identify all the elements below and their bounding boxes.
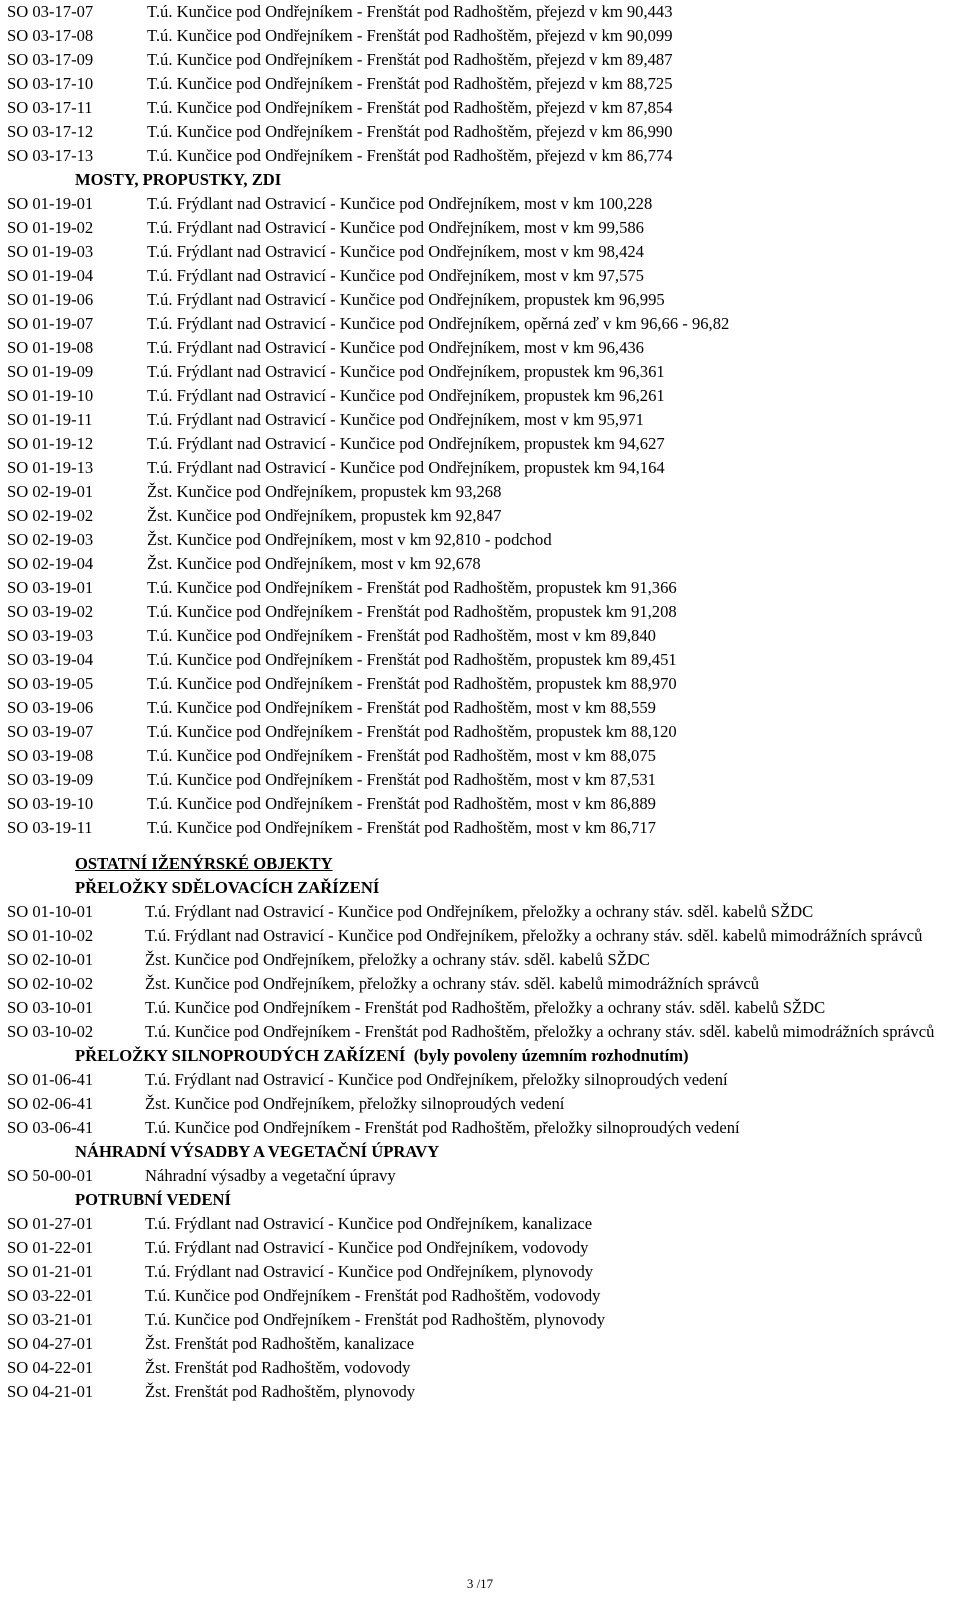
list-item	[7, 144, 957, 168]
crossings-list	[7, 0, 957, 168]
object-description: T.ú. Kunčice pod Ondřejníkem - Frenštát pod Radhoštěm, přejezd v km 90,099	[147, 26, 673, 45]
object-code: SO 03-10-01	[7, 998, 94, 1017]
object-code: SO 03-17-11	[7, 98, 93, 117]
power-heading: PŘELOŽKY SILNOPROUDÝCH ZAŘÍZENÍ	[75, 1046, 406, 1065]
object-code: SO 03-17-07	[7, 2, 94, 21]
planting-list	[7, 1164, 957, 1188]
list-item	[7, 0, 957, 24]
list-item	[7, 48, 957, 72]
object-code: SO 01-10-01	[7, 902, 94, 921]
object-description: T.ú. Frýdlant nad Ostravicí - Kunčice pod Ondřejníkem, přeložky a ochrany stáv. sděl. kabelů mimodrážních správců	[145, 926, 923, 945]
list-item	[7, 672, 957, 696]
object-code: SO 02-06-41	[7, 1094, 94, 1113]
object-code: SO 03-06-41	[7, 1118, 94, 1137]
object-description: Žst. Kunčice pod Ondřejníkem, propustek km 92,847	[147, 506, 502, 525]
object-code: SO 01-27-01	[7, 1214, 94, 1233]
object-description: Žst. Frenštát pod Radhoštěm, plynovody	[145, 1382, 416, 1401]
object-description: Žst. Kunčice pod Ondřejníkem, přeložky a ochrany stáv. sděl. kabelů SŽDC	[145, 950, 650, 969]
object-code: SO 50-00-01	[7, 1166, 94, 1185]
object-code: SO 03-19-08	[7, 746, 94, 765]
object-description: T.ú. Kunčice pod Ondřejníkem - Frenštát pod Radhoštěm, propustek km 89,451	[147, 650, 677, 669]
object-code: SO 02-19-03	[7, 530, 94, 549]
object-description: T.ú. Kunčice pod Ondřejníkem - Frenštát pod Radhoštěm, most v km 89,840	[147, 626, 656, 645]
power-heading-line	[7, 1044, 957, 1068]
object-code: SO 03-17-08	[7, 26, 94, 45]
list-item	[7, 1092, 957, 1116]
bridges-heading: MOSTY, PROPUSTKY, ZDI	[75, 170, 282, 189]
object-description: T.ú. Kunčice pod Ondřejníkem - Frenštát pod Radhoštěm, propustek km 91,208	[147, 602, 677, 621]
object-code: SO 03-19-07	[7, 722, 94, 741]
list-item	[7, 972, 957, 996]
object-code: SO 01-19-13	[7, 458, 94, 477]
list-item	[7, 360, 957, 384]
object-code: SO 01-22-01	[7, 1238, 94, 1257]
object-description: T.ú. Kunčice pod Ondřejníkem - Frenštát pod Radhoštěm, přejezd v km 89,487	[147, 50, 673, 69]
object-description: T.ú. Kunčice pod Ondřejníkem - Frenštát pod Radhoštěm, propustek km 91,366	[147, 578, 677, 597]
object-description: T.ú. Frýdlant nad Ostravicí - Kunčice pod Ondřejníkem, přeložky a ochrany stáv. sděl. kabelů SŽDC	[145, 902, 814, 921]
list-item	[7, 1308, 957, 1332]
object-description: T.ú. Frýdlant nad Ostravicí - Kunčice pod Ondřejníkem, most v km 95,971	[147, 410, 644, 429]
object-description: Žst. Frenštát pod Radhoštěm, vodovody	[145, 1358, 411, 1377]
object-description: T.ú. Kunčice pod Ondřejníkem - Frenštát pod Radhoštěm, přeložky a ochrany stáv. sděl. kabelů mimodrážních správců	[145, 1022, 935, 1041]
object-code: SO 03-17-12	[7, 122, 94, 141]
object-code: SO 01-19-11	[7, 410, 93, 429]
list-item	[7, 696, 957, 720]
object-code: SO 01-19-02	[7, 218, 94, 237]
object-description: T.ú. Kunčice pod Ondřejníkem - Frenštát pod Radhoštěm, most v km 88,075	[147, 746, 656, 765]
object-description: Žst. Frenštát pod Radhoštěm, kanalizace	[145, 1334, 415, 1353]
list-item	[7, 216, 957, 240]
list-item	[7, 624, 957, 648]
object-description: Náhradní výsadby a vegetační úpravy	[145, 1166, 396, 1185]
list-item	[7, 72, 957, 96]
object-description: T.ú. Kunčice pod Ondřejníkem - Frenštát pod Radhoštěm, most v km 86,717	[147, 818, 656, 837]
list-item	[7, 648, 957, 672]
power-list	[7, 1068, 957, 1140]
list-item	[7, 384, 957, 408]
object-description: T.ú. Frýdlant nad Ostravicí - Kunčice pod Ondřejníkem, opěrná zeď v km 96,66 - 96,82	[147, 314, 730, 333]
object-description: T.ú. Frýdlant nad Ostravicí - Kunčice pod Ondřejníkem, propustek km 96,995	[147, 290, 665, 309]
object-code: SO 01-19-09	[7, 362, 94, 381]
list-item	[7, 768, 957, 792]
list-item	[7, 600, 957, 624]
list-item	[7, 948, 957, 972]
object-description: T.ú. Frýdlant nad Ostravicí - Kunčice pod Ondřejníkem, přeložky silnoproudých vedení	[145, 1070, 728, 1089]
object-description: Žst. Kunčice pod Ondřejníkem, přeložky silnoproudých vedení	[145, 1094, 565, 1113]
list-item	[7, 552, 957, 576]
crossings-and-bridges-block	[7, 0, 957, 840]
object-description: T.ú. Kunčice pod Ondřejníkem - Frenštát pod Radhoštěm, přejezd v km 88,725	[147, 74, 673, 93]
list-item	[7, 432, 957, 456]
list-item	[7, 1332, 957, 1356]
object-code: SO 02-19-02	[7, 506, 94, 525]
list-item	[7, 1260, 957, 1284]
object-code: SO 03-17-13	[7, 146, 94, 165]
object-description: Žst. Kunčice pod Ondřejníkem, most v km 92,810 - podchod	[147, 530, 552, 549]
object-code: SO 03-19-04	[7, 650, 94, 669]
bridges-list	[7, 192, 957, 840]
list-item	[7, 1068, 957, 1092]
object-code: SO 01-19-01	[7, 194, 94, 213]
object-description: T.ú. Frýdlant nad Ostravicí - Kunčice pod Ondřejníkem, propustek km 94,164	[147, 458, 665, 477]
object-code: SO 01-19-12	[7, 434, 94, 453]
object-code: SO 03-19-03	[7, 626, 94, 645]
object-code: SO 03-19-01	[7, 578, 94, 597]
object-code: SO 01-19-06	[7, 290, 94, 309]
object-description: T.ú. Kunčice pod Ondřejníkem - Frenštát pod Radhoštěm, přeložky silnoproudých vedení	[145, 1118, 740, 1137]
pipes-heading: POTRUBNÍ VEDENÍ	[75, 1190, 231, 1209]
object-code: SO 02-10-01	[7, 950, 94, 969]
pipes-list	[7, 1212, 957, 1404]
object-code: SO 03-17-09	[7, 50, 94, 69]
object-code: SO 01-19-03	[7, 242, 94, 261]
object-description: Žst. Kunčice pod Ondřejníkem, propustek km 93,268	[147, 482, 502, 501]
telecom-heading: PŘELOŽKY SDĚLOVACÍCH ZAŘÍZENÍ	[75, 878, 380, 897]
list-item	[7, 816, 957, 840]
object-description: Žst. Kunčice pod Ondřejníkem, přeložky a ochrany stáv. sděl. kabelů mimodrážních správců	[145, 974, 760, 993]
object-description: T.ú. Frýdlant nad Ostravicí - Kunčice pod Ondřejníkem, propustek km 96,361	[147, 362, 665, 381]
object-description: T.ú. Kunčice pod Ondřejníkem - Frenštát pod Radhoštěm, přejezd v km 86,990	[147, 122, 673, 141]
object-description: T.ú. Frýdlant nad Ostravicí - Kunčice pod Ondřejníkem, plynovody	[145, 1262, 594, 1281]
object-description: T.ú. Frýdlant nad Ostravicí - Kunčice pod Ondřejníkem, most v km 97,575	[147, 266, 644, 285]
object-code: SO 02-19-01	[7, 482, 94, 501]
object-code: SO 03-19-06	[7, 698, 94, 717]
object-code: SO 03-21-01	[7, 1310, 94, 1329]
object-description: T.ú. Frýdlant nad Ostravicí - Kunčice pod Ondřejníkem, propustek km 94,627	[147, 434, 665, 453]
object-description: T.ú. Kunčice pod Ondřejníkem - Frenštát pod Radhoštěm, plynovody	[145, 1310, 606, 1329]
list-item	[7, 528, 957, 552]
object-code: SO 01-19-08	[7, 338, 94, 357]
list-item	[7, 480, 957, 504]
list-item	[7, 1212, 957, 1236]
object-description: T.ú. Frýdlant nad Ostravicí - Kunčice pod Ondřejníkem, kanalizace	[145, 1214, 593, 1233]
object-description: T.ú. Frýdlant nad Ostravicí - Kunčice pod Ondřejníkem, most v km 96,436	[147, 338, 644, 357]
list-item	[7, 996, 957, 1020]
list-item	[7, 312, 957, 336]
object-code: SO 01-19-07	[7, 314, 94, 333]
object-code: SO 02-19-04	[7, 554, 94, 573]
object-code: SO 04-27-01	[7, 1334, 94, 1353]
list-item	[7, 720, 957, 744]
object-description: T.ú. Kunčice pod Ondřejníkem - Frenštát pod Radhoštěm, přejezd v km 90,443	[147, 2, 673, 21]
object-code: SO 03-19-11	[7, 818, 93, 837]
page-number: 3 /17	[466, 1576, 494, 1591]
object-code: SO 02-10-02	[7, 974, 94, 993]
list-item	[7, 792, 957, 816]
list-item	[7, 1236, 957, 1260]
object-code: SO 04-22-01	[7, 1358, 94, 1377]
list-item	[7, 1164, 957, 1188]
object-code: SO 01-19-10	[7, 386, 94, 405]
object-description: T.ú. Kunčice pod Ondřejníkem - Frenštát pod Radhoštěm, most v km 86,889	[147, 794, 656, 813]
object-description: T.ú. Frýdlant nad Ostravicí - Kunčice pod Ondřejníkem, most v km 98,424	[147, 242, 644, 261]
list-item	[7, 504, 957, 528]
object-code: SO 03-10-02	[7, 1022, 94, 1041]
object-description: T.ú. Frýdlant nad Ostravicí - Kunčice pod Ondřejníkem, vodovody	[145, 1238, 589, 1257]
list-item	[7, 288, 957, 312]
list-item	[7, 1356, 957, 1380]
list-item	[7, 96, 957, 120]
list-item	[7, 744, 957, 768]
list-item	[7, 1116, 957, 1140]
list-item	[7, 1380, 957, 1404]
list-item	[7, 336, 957, 360]
list-item	[7, 264, 957, 288]
list-item	[7, 456, 957, 480]
other-objects-block	[7, 852, 957, 1404]
object-code: SO 01-06-41	[7, 1070, 94, 1089]
list-item	[7, 924, 957, 948]
object-code: SO 03-19-09	[7, 770, 94, 789]
object-description: Žst. Kunčice pod Ondřejníkem, most v km 92,678	[147, 554, 481, 573]
object-description: T.ú. Kunčice pod Ondřejníkem - Frenštát pod Radhoštěm, přejezd v km 86,774	[147, 146, 673, 165]
list-item	[7, 24, 957, 48]
object-code: SO 03-19-05	[7, 674, 94, 693]
object-description: T.ú. Frýdlant nad Ostravicí - Kunčice pod Ondřejníkem, propustek km 96,261	[147, 386, 665, 405]
object-code: SO 04-21-01	[7, 1382, 94, 1401]
object-code: SO 01-21-01	[7, 1262, 94, 1281]
object-description: T.ú. Kunčice pod Ondřejníkem - Frenštát pod Radhoštěm, propustek km 88,970	[147, 674, 677, 693]
object-code: SO 01-19-04	[7, 266, 94, 285]
object-code: SO 03-19-10	[7, 794, 94, 813]
object-code: SO 01-10-02	[7, 926, 94, 945]
list-item	[7, 120, 957, 144]
list-item	[7, 240, 957, 264]
list-item	[7, 408, 957, 432]
object-description: T.ú. Kunčice pod Ondřejníkem - Frenštát pod Radhoštěm, vodovody	[145, 1286, 601, 1305]
list-item	[7, 576, 957, 600]
list-item	[7, 900, 957, 924]
object-description: T.ú. Kunčice pod Ondřejníkem - Frenštát pod Radhoštěm, přejezd v km 87,854	[147, 98, 673, 117]
power-note: (byly povoleny územním rozhodnutím)	[413, 1046, 689, 1065]
object-code: SO 03-22-01	[7, 1286, 94, 1305]
planting-heading: NÁHRADNÍ VÝSADBY A VEGETAČNÍ ÚPRAVY	[75, 1142, 440, 1161]
object-description: T.ú. Kunčice pod Ondřejníkem - Frenštát pod Radhoštěm, most v km 87,531	[147, 770, 656, 789]
list-item	[7, 1284, 957, 1308]
object-code: SO 03-17-10	[7, 74, 94, 93]
object-code: SO 03-19-02	[7, 602, 94, 621]
object-description: T.ú. Kunčice pod Ondřejníkem - Frenštát pod Radhoštěm, propustek km 88,120	[147, 722, 677, 741]
object-description: T.ú. Frýdlant nad Ostravicí - Kunčice pod Ondřejníkem, most v km 100,228	[147, 194, 653, 213]
object-description: T.ú. Kunčice pod Ondřejníkem - Frenštát pod Radhoštěm, přeložky a ochrany stáv. sděl. kabelů SŽDC	[145, 998, 826, 1017]
object-description: T.ú. Frýdlant nad Ostravicí - Kunčice pod Ondřejníkem, most v km 99,586	[147, 218, 644, 237]
object-description: T.ú. Kunčice pod Ondřejníkem - Frenštát pod Radhoštěm, most v km 88,559	[147, 698, 656, 717]
other-objects-heading: OSTATNÍ IŽENÝRSKÉ OBJEKTY	[75, 854, 333, 873]
list-item	[7, 192, 957, 216]
list-item	[7, 1020, 957, 1044]
telecom-list	[7, 900, 957, 1044]
